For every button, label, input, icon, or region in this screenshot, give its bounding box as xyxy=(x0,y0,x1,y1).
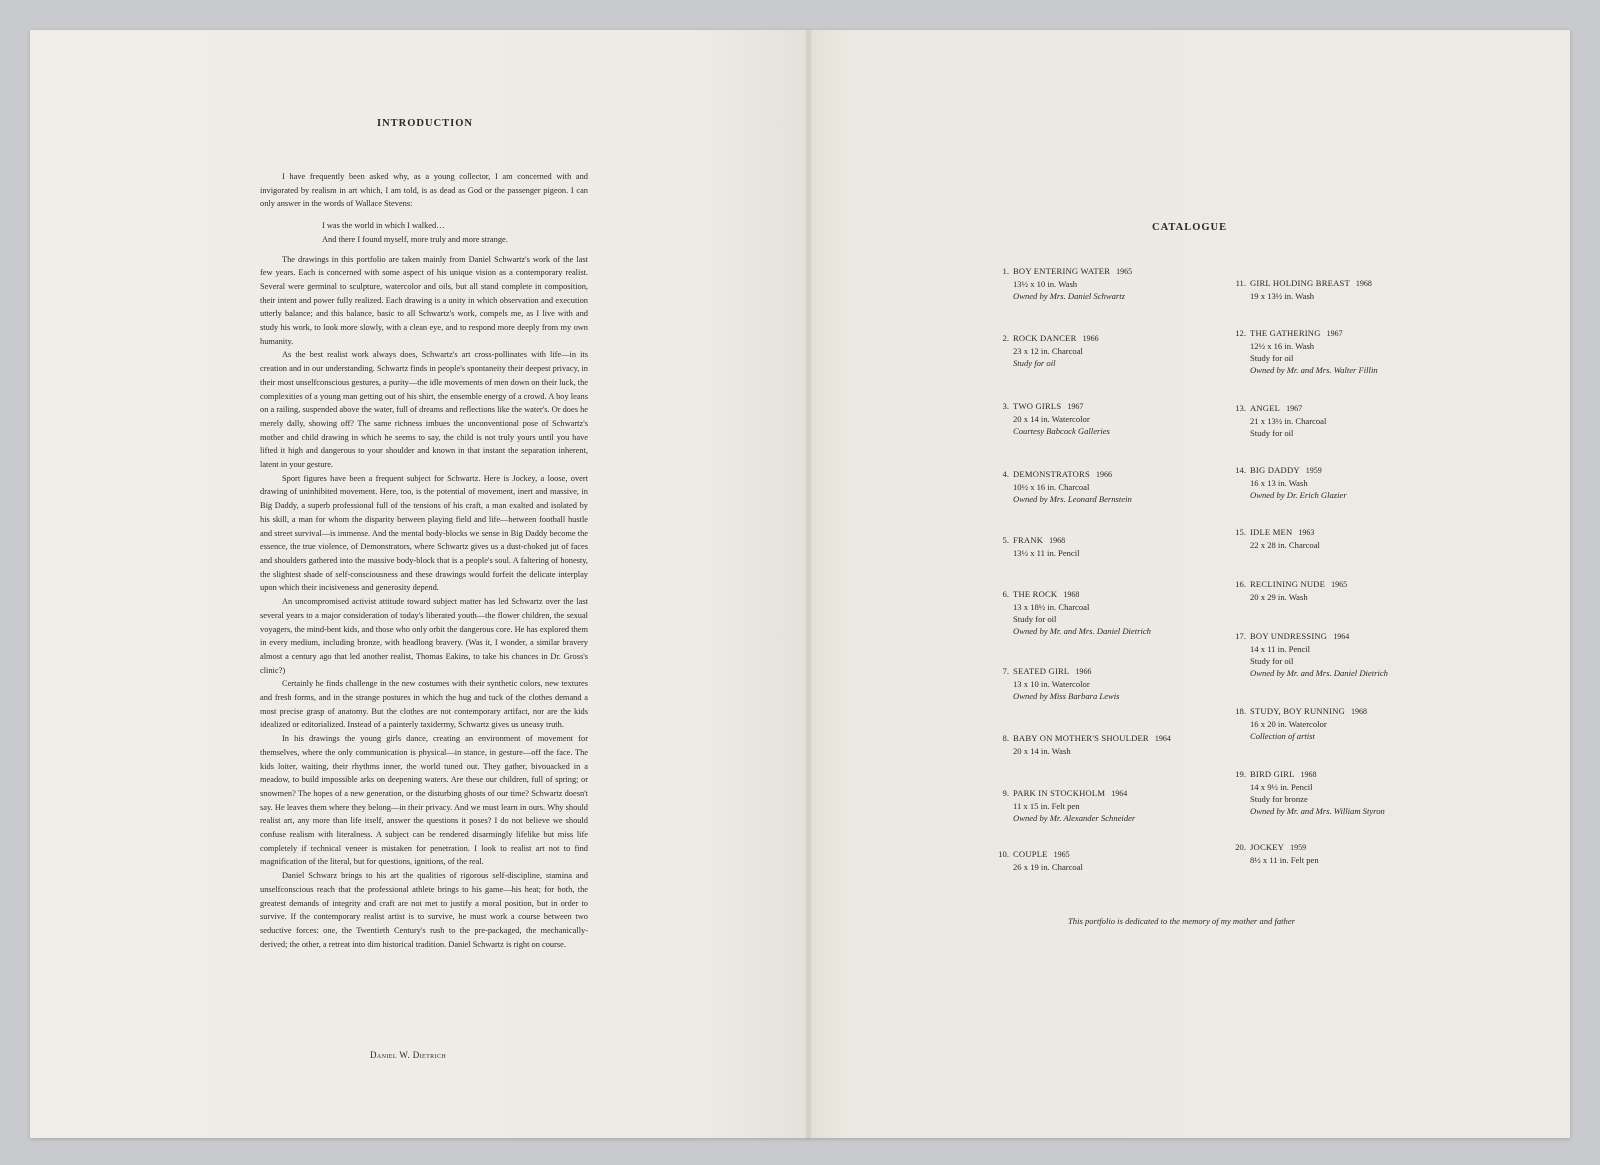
entry-provenance: Owned by Mrs. Daniel Schwartz xyxy=(1013,291,1125,301)
entry-number: 5. xyxy=(1002,535,1009,545)
entry-detail: Study for bronze xyxy=(1250,794,1308,804)
entry-number: 19. xyxy=(1235,769,1246,779)
entry-detail: 14 x 11 in. Pencil xyxy=(1250,644,1311,654)
entry-number: 6. xyxy=(1002,589,1009,599)
entry-title: DEMONSTRATORS xyxy=(1013,469,1090,479)
entry-detail: 19 x 13½ in. Wash xyxy=(1250,291,1315,301)
entry-number: 14. xyxy=(1235,465,1246,475)
entry-provenance: Study for oil xyxy=(1013,358,1056,368)
catalogue-entry xyxy=(1002,732,1171,757)
intro-paragraph: An uncompromised activist attitude toward subject matter has led Schwartz over the last several years to a major consideration of today's liberated youth—the flower children, the sexual voyagers, the mind-bent kids, and those who only orbit the dangerous core. He has explored them in every medium, including bronze, with headlong bravery. (Was it, I wonder, a similar bravery almost a century ago that led another realist, Thomas Eakins, to take his chances in Dr. Gross's clinic?) xyxy=(260,597,588,675)
entry-detail: 16 x 20 in. Watercolor xyxy=(1250,719,1327,729)
entry-detail: 16 x 13 in. Wash xyxy=(1250,478,1308,488)
entry-year: 1968 xyxy=(1351,707,1368,716)
entry-year: 1964 xyxy=(1111,789,1128,798)
catalogue-entry xyxy=(1002,588,1151,637)
catalogue-entry xyxy=(1002,665,1120,702)
catalogue-entry xyxy=(1235,277,1372,302)
entry-provenance: Owned by Mr. and Mrs. William Styron xyxy=(1250,806,1385,816)
entry-title: STUDY, BOY RUNNING xyxy=(1250,706,1346,716)
entry-detail: 14 x 9½ in. Pencil xyxy=(1250,782,1313,792)
entry-title: BOY UNDRESSING xyxy=(1250,631,1328,641)
catalogue-entry xyxy=(1002,265,1133,302)
entry-title: BIRD GIRL xyxy=(1250,769,1295,779)
entry-provenance: Owned by Mrs. Leonard Bernstein xyxy=(1013,494,1132,504)
catalogue-entry xyxy=(1235,464,1347,501)
entry-number: 10. xyxy=(998,849,1009,859)
entry-number: 7. xyxy=(1002,666,1009,676)
catalogue-entry xyxy=(1235,841,1319,866)
entry-year: 1968 xyxy=(1049,536,1066,545)
catalogue-heading: CATALOGUE xyxy=(1152,222,1228,233)
entry-number: 3. xyxy=(1002,401,1009,411)
catalogue-entry xyxy=(1002,787,1136,824)
entry-title: COUPLE xyxy=(1013,849,1048,859)
entry-year: 1959 xyxy=(1305,466,1322,475)
catalogue-entry xyxy=(1235,327,1378,376)
page-gutter xyxy=(806,30,812,1138)
intro-paragraph: Sport figures have been a frequent subject for Schwartz. Here is Jockey, a loose, overt drawing of uninhibited movement. Here, too, is the potential of movement, inert and massive, in Big Daddy, a superb professional full of the tensions of his craft, a man exalted and isolated by his skill, a man for whom the disparity between playing field and life—between football hustle and street survival—is immense. And the mental body-blocks we sense in Big Daddy become the essence, the true violence, of Demonstrators, where Schwartz gives us a dust-choked jut of faces and shoulders gathered into the massive body-block that is a people's soul. A faltering of honesty, the slightest shade of self-consciousness and these drawings would forfeit the delicate interplay upon which their incisiveness and generosity depend. xyxy=(260,473,588,593)
entry-detail: 20 x 14 in. Wash xyxy=(1013,746,1071,756)
entry-year: 1966 xyxy=(1082,334,1099,343)
entry-title: ANGEL xyxy=(1250,403,1281,413)
entry-year: 1964 xyxy=(1154,734,1171,743)
entry-number: 13. xyxy=(1235,403,1246,413)
entry-provenance: Courtesy Babcock Galleries xyxy=(1013,426,1110,436)
entry-year: 1967 xyxy=(1326,329,1343,338)
entry-number: 15. xyxy=(1235,527,1246,537)
entry-number: 16. xyxy=(1235,579,1246,589)
catalogue-entry xyxy=(1235,402,1327,439)
entry-title: PARK IN STOCKHOLM xyxy=(1013,788,1106,798)
entry-title: JOCKEY xyxy=(1250,842,1285,852)
entry-year: 1965 xyxy=(1331,580,1348,589)
catalogue-entry xyxy=(1235,768,1385,817)
entry-detail: 13 x 10 in. Watercolor xyxy=(1013,679,1090,689)
entry-number: 12. xyxy=(1235,328,1246,338)
author-signature: Daniel W. Dietrich xyxy=(370,1050,447,1060)
intro-paragraph: The drawings in this portfolio are taken mainly from Daniel Schwartz's work of the last few years. Each is concerned with some aspect of his unique vision as a contemporary realist. Several were germinal to sculpture, watercolor and oils, but all stand complete in composition, their intent and power fully realized. Each drawing is a unity in which observation and execution utterly balance; and this balance, basic to all Schwartz's work, compels me, as I live with and study his work, to look more slowly, with a clean eye, and to respond more deeply from my own humanity. xyxy=(260,254,588,346)
entry-year: 1968 xyxy=(1300,770,1317,779)
entry-detail: 11 x 15 in. Felt pen xyxy=(1013,801,1080,811)
catalogue-entry xyxy=(1002,468,1132,505)
intro-paragraph: I have frequently been asked why, as a young collector, I am concerned with and invigorated by realism in art which, I am told, is as dead as God or the passenger pigeon. I can only answer in the words of Wallace Stevens: xyxy=(260,172,588,209)
entry-title: RECLINING NUDE xyxy=(1250,579,1326,589)
entry-number: 20. xyxy=(1235,842,1246,852)
entry-title: GIRL HOLDING BREAST xyxy=(1250,278,1350,288)
entry-title: THE GATHERING xyxy=(1250,328,1321,338)
verse-line: And there I found myself, more truly and more strange. xyxy=(322,234,508,244)
entry-year: 1959 xyxy=(1290,843,1307,852)
entry-provenance: Owned by Mr. Alexander Schneider xyxy=(1013,813,1136,823)
introduction-heading: INTRODUCTION xyxy=(377,118,474,129)
verse-quote xyxy=(260,219,588,246)
entry-provenance: Owned by Mr. and Mrs. Daniel Dietrich xyxy=(1013,626,1151,636)
entry-title: BABY ON MOTHER'S SHOULDER xyxy=(1013,733,1149,743)
entry-title: BIG DADDY xyxy=(1250,465,1300,475)
introduction-body xyxy=(260,170,588,951)
entry-number: 2. xyxy=(1002,333,1009,343)
entry-detail: Study for oil xyxy=(1250,656,1294,666)
entry-title: SEATED GIRL xyxy=(1013,666,1070,676)
entry-detail: 20 x 14 in. Watercolor xyxy=(1013,414,1090,424)
intro-paragraph: As the best realist work always does, Schwartz's art cross-pollinates with life—in its creation and in our understanding. Schwartz finds in people's spontaneity their deepest privacy, in their most unselfconscious gestures, a purity—the idle movements of men down on their luck, the complexities of a young man getting out of his shirt, the ensemble energy of a crowd. A boy leans on a railing, suspended above the water, full of dreams and reflections like the water's. Or does he merely dally, showing off? The same richness imbues the unconventional pose of Schwartz's mother and child drawing in which he seems to say, the child is not truly yours until you have lifted it high and dangerous to your shoulder and known in that instant the separation inherent, latent in your gesture. xyxy=(260,350,588,470)
catalogue-entry xyxy=(1235,630,1388,679)
entry-year: 1965 xyxy=(1116,267,1133,276)
entry-detail: 23 x 12 in. Charcoal xyxy=(1013,346,1083,356)
intro-paragraph: In his drawings the young girls dance, creating an environment of movement for themselves, where the only communication is physical—in stance, in gesture—off the face. The kids loiter, waiting, their rhythms inner, the world tuned out. They gather, bivouacked in a meadow, to build impossible arks on deepening waters. Are these our children, full of spring; or snowmen? The hopes of a new generation, or the disturbing ghosts of our time? Schwartz doesn't say. He leaves them where they belong—in their privacy. And we must learn in ours. Why should realist art, any more than life itself, answer the questions it poses? I do not believe we should confuse realism with literalness. A subject can be rendered disarmingly lifelike but miss life completely if technical veneer is mistaken for penetration. I look to realist art not to find magnification of the literal, but for questions, ignitions, of the real. xyxy=(260,734,588,867)
catalogue-entry xyxy=(1002,332,1099,369)
entry-detail: 20 x 29 in. Wash xyxy=(1250,592,1308,602)
entry-title: THE ROCK xyxy=(1013,589,1058,599)
entry-title: BOY ENTERING WATER xyxy=(1013,266,1111,276)
entry-title: ROCK DANCER xyxy=(1013,333,1077,343)
entry-number: 1. xyxy=(1002,266,1009,276)
entry-year: 1967 xyxy=(1286,404,1303,413)
entry-detail: 10½ x 16 in. Charcoal xyxy=(1013,482,1090,492)
entry-year: 1968 xyxy=(1355,279,1372,288)
entry-number: 11. xyxy=(1235,278,1246,288)
entry-title: IDLE MEN xyxy=(1250,527,1293,537)
entry-year: 1966 xyxy=(1095,470,1112,479)
entry-title: FRANK xyxy=(1013,535,1044,545)
entry-detail: 12½ x 16 in. Wash xyxy=(1250,341,1315,351)
entry-number: 4. xyxy=(1002,469,1009,479)
entry-year: 1963 xyxy=(1298,528,1315,537)
entry-year: 1965 xyxy=(1053,850,1070,859)
entry-year: 1964 xyxy=(1333,632,1350,641)
entry-number: 17. xyxy=(1235,631,1246,641)
entry-detail: 21 x 13½ in. Charcoal xyxy=(1250,416,1327,426)
entry-year: 1966 xyxy=(1075,667,1092,676)
entry-detail: Study for oil xyxy=(1250,428,1294,438)
catalogue-entry xyxy=(1002,534,1080,559)
catalogue-entry xyxy=(1235,705,1368,742)
entry-provenance: Owned by Mr. and Mrs. Walter Fillin xyxy=(1250,365,1378,375)
catalogue-entry xyxy=(1235,526,1320,551)
entry-number: 18. xyxy=(1235,706,1246,716)
entry-detail: 13½ x 10 in. Wash xyxy=(1013,279,1078,289)
right-page xyxy=(808,30,1570,1138)
entry-title: TWO GIRLS xyxy=(1013,401,1062,411)
catalogue-entry xyxy=(998,848,1083,873)
entry-year: 1968 xyxy=(1063,590,1080,599)
entry-year: 1967 xyxy=(1067,402,1084,411)
intro-paragraph: Daniel Schwarz brings to his art the qualities of rigorous self-discipline, stamina and unselfconscious reach that the professional athlete brings to his game—his heat; for both, the greatest demands of integrity and craft are not met to justify a moral position, but in order to survive. If the contemporary realist artist is to survive, he must work a course between two seductive forces: one, the Twentieth Century's rush to the pre-packaged, the mechanically-derived; the other, a retreat into dim historical tradition. Daniel Schwartz is right on course. xyxy=(260,871,588,949)
entry-provenance: Owned by Mr. and Mrs. Daniel Dietrich xyxy=(1250,668,1388,678)
entry-provenance: Owned by Miss Barbara Lewis xyxy=(1013,691,1120,701)
entry-detail: 8½ x 11 in. Felt pen xyxy=(1250,855,1319,865)
entry-provenance: Owned by Dr. Erich Glazier xyxy=(1250,490,1347,500)
entry-detail: 22 x 28 in. Charcoal xyxy=(1250,540,1320,550)
entry-number: 8. xyxy=(1002,733,1009,743)
entry-detail: 13 x 18½ in. Charcoal xyxy=(1013,602,1090,612)
catalogue-entry xyxy=(1235,578,1348,603)
entry-detail: 26 x 19 in. Charcoal xyxy=(1013,862,1083,872)
intro-paragraph: Certainly he finds challenge in the new costumes with their synthetic colors, new textures and fresh forms, and in the strange postures in which the hug and tuck of the clothes demand a most precise grasp of anatomy. But the clothes are not contemporary artifact, nor are the kids idealized or editorialized. Instead of a painterly taxidermy, Schwartz gives us uneasy truth. xyxy=(260,679,588,730)
catalogue-entry xyxy=(1002,400,1110,437)
entry-detail: Study for oil xyxy=(1013,614,1057,624)
verse-line: I was the world in which I walked… xyxy=(322,221,445,231)
entry-detail: Study for oil xyxy=(1250,353,1294,363)
entry-number: 9. xyxy=(1002,788,1009,798)
dedication-line: This portfolio is dedicated to the memory of my mother and father xyxy=(1068,916,1295,926)
entry-detail: 13½ x 11 in. Pencil xyxy=(1013,548,1080,558)
entry-provenance: Collection of artist xyxy=(1250,731,1315,741)
